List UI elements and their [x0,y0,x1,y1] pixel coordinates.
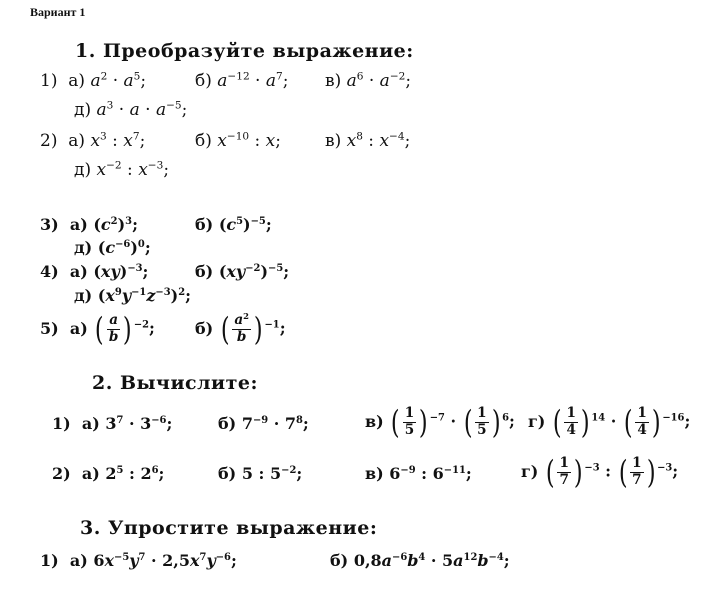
task-2-1a: 1) а) $3^7 \cdot 3^{-6}$; [52,414,173,433]
task-2-1v: в) ( $\frac{1}{5}$ ) $^{-7}$ · ( $\frac{1}{5}$ ) $^6$; [365,403,515,442]
task-1-4d: д) $(x^9y^{-1}z^{-3})^2$; [74,286,192,305]
task-3-1b: б) $0,8a^{-6}b^4 \cdot 5a^{12}b^{-4}$; [330,551,510,570]
section-2-heading: 2. Вычислите: [92,372,258,394]
task-1-line-3: 3) а) $(c^2)^3$; [40,215,138,234]
task-1-1b: б) $a^{-12} \cdot a^7$; [195,70,289,91]
task-2-2b: б) 5 : $5^{-2}$; [218,464,303,483]
task-1-line-1: 1) а) $a^2 \cdot a^5$; [40,70,147,91]
task-1-line-4: 4) а) (xy)$^{-3}$; [40,262,149,281]
task-1-2v: в) $x^8$ : $x^{-4}$; [325,130,411,151]
variant-label: Вариант 1 [30,5,86,19]
task-3-1a: 1) а) $6x^{-5}y^7 \cdot 2,5x^7y^{-6}$; [40,551,237,570]
task-1-5b: б) ( $\frac{a^2}{b}$ ) $^{-1}$; [195,310,286,349]
task-2-1b: б) $7^{-9} \cdot 7^8$; [218,414,309,433]
task-2-2a: 2) а) $2^5$ : $2^6$; [52,464,165,483]
task-1-4b: б) $(xy^{-2})^{-5}$; [195,262,290,281]
task-2-1g: г) ( $\frac{1}{4}$ ) $^{14}$ · ( $\frac{1}{4}$ ) $^{-16}$; [528,403,691,442]
task-1-2d: д) $x^{-2}$ : $x^{-3}$; [74,159,170,180]
section-3-heading: 3. Упростите выражение: [80,517,378,539]
task-1-3b: б) $(c^5)^{-5}$; [195,215,272,234]
task-1-3d: д) $(c^{-6})^0$; [74,238,151,257]
task-2-2g: г) ( $\frac{1}{7}$ ) $^{-3}$ : ( $\frac{1}{7}$ ) $^{-3}$; [521,453,679,492]
section-1-heading: 1. Преобразуйте выражение: [75,40,414,62]
task-1-1d: д) $a^3 \cdot a \cdot a^{-5}$; [74,99,188,120]
task-2-2v: в) $6^{-9}$ : $6^{-11}$; [365,464,472,483]
item-number: 1) [40,71,58,91]
task-1-1v: в) $a^6 \cdot a^{-2}$; [325,70,412,91]
task-1-line-2: 2) а) $x^3$ : $x^7$; [40,130,146,151]
task-1-2b: б) $x^{-10}$ : x; [195,130,281,151]
task-1-line-5: 5) а) ( $\frac{a}{b}$ ) $^{-2}$; [40,310,155,349]
